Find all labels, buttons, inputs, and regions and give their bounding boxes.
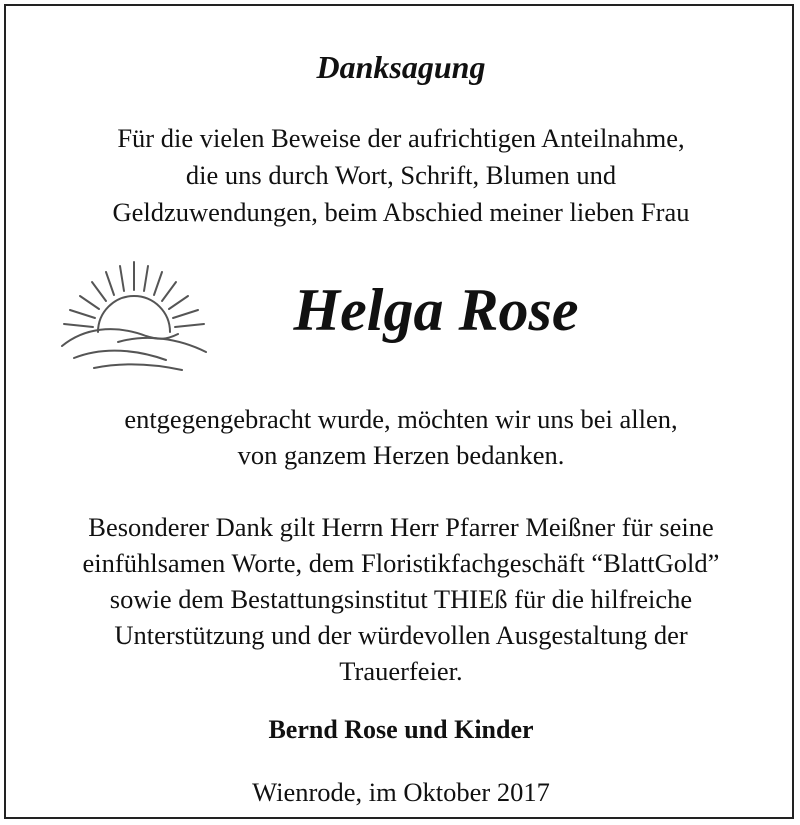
signature: Bernd Rose und Kinder (268, 715, 534, 744)
special-thanks-line-3: sowie dem Bestattungsinstitut THIEß für die hilfreiche (109, 584, 693, 614)
special-thanks-line-5: Trauerfeier. (339, 656, 463, 686)
intro-line-2: die uns durch Wort, Schrift, Blumen und (185, 160, 617, 190)
deceased-name: Helga Rose (293, 277, 579, 343)
intro-line-3: Geldzuwendungen, beim Abschied meiner lieben Frau (112, 197, 690, 227)
obituary-notice (4, 4, 794, 819)
continuation-line-2: von ganzem Herzen bedanken. (237, 440, 565, 470)
intro-line-1: Für die vielen Beweise der aufrichtigen Anteilnahme, (117, 123, 685, 153)
special-thanks-line-2: einfühlsamen Worte, dem Floristikfachgeschäft “BlattGold” (82, 548, 720, 578)
notice-heading: Danksagung (316, 49, 486, 85)
special-thanks-line-4: Unterstützung und der würdevollen Ausgestaltung der (114, 620, 688, 650)
special-thanks-line-1: Besonderer Dank gilt Herrn Herr Pfarrer Meißner für seine (88, 512, 714, 542)
place-and-date: Wienrode, im Oktober 2017 (252, 777, 550, 807)
continuation-line-1: entgegengebracht wurde, möchten wir uns bei allen, (124, 404, 678, 434)
